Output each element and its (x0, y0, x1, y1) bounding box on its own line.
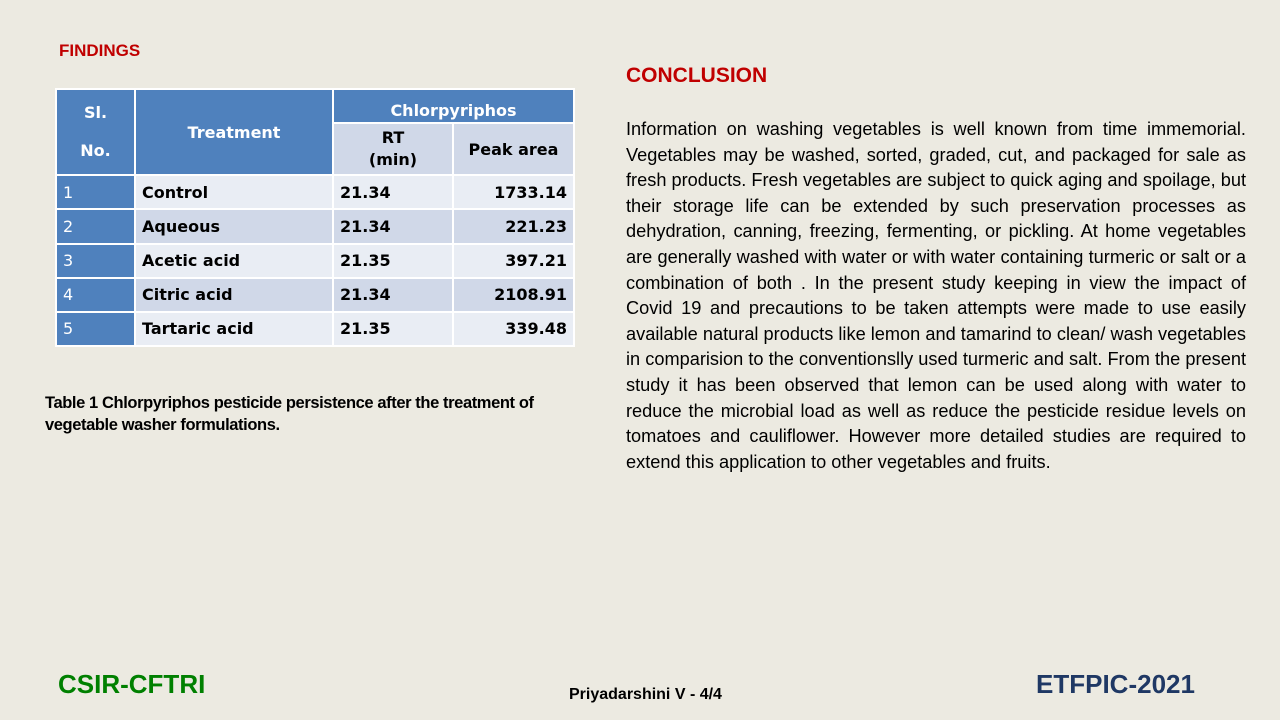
cell-rt: 21.34 (333, 209, 453, 243)
header-rt-line2: (min) (368, 150, 418, 170)
findings-heading: FINDINGS (59, 41, 141, 60)
cell-peak-area: 2108.91 (453, 278, 574, 312)
table-row (56, 312, 574, 346)
header-sl-no (56, 89, 135, 175)
cell-treatment: Aqueous (135, 209, 333, 243)
cell-peak-area: 397.21 (453, 244, 574, 278)
cell-sl: 1 (56, 175, 135, 209)
cell-treatment: Acetic acid (135, 244, 333, 278)
cell-treatment: Control (135, 175, 333, 209)
cell-rt: 21.35 (333, 312, 453, 346)
cell-sl: 5 (56, 312, 135, 346)
cell-treatment: Tartaric acid (135, 312, 333, 346)
cell-sl: 2 (56, 209, 135, 243)
conclusion-body: Information on washing vegetables is well known from time immemorial. Vegetables may be washed, sorted, graded, cut, and packaged for sale as fresh products. Fresh vegetables are subject to quick aging and spoilage, but their storage life can be extended by such preservation processes as dehydration, canning, freezing, fermenting, or pickling. At home vegetables are generally washed with water or with water containing turmeric or salt or a combination of both . In the present study keeping in view the impact of Covid 19 and precautions to be taken attempts were made to use easily available natural products like lemon and tamarind to clean/ wash vegetables in comparision to the conventionslly used turmeric and salt. From the present study it has been observed that lemon can be used along with water to reduce the microbial load as well as reduce the pesticide residue levels on tomatoes and cauliflower. However more detailed studies are required to extend this application to other vegetables and fruits. (626, 119, 1246, 472)
header-rt (333, 123, 453, 175)
cell-sl: 3 (56, 244, 135, 278)
header-chlorpyriphos: Chlorpyriphos (333, 89, 574, 123)
cell-rt: 21.35 (333, 244, 453, 278)
table-row (56, 209, 574, 243)
header-peak-area: Peak area (453, 123, 574, 175)
conclusion-title: CONCLUSION (626, 64, 768, 87)
table-row (56, 278, 574, 312)
cell-rt: 21.34 (333, 175, 453, 209)
header-sl-line2: No. (80, 141, 111, 161)
table-caption: Table 1 Chlorpyriphos pesticide persistence after the treatment of vegetable washer formulations. (45, 394, 534, 434)
footer-org: CSIR-CFTRI (58, 669, 206, 699)
header-sl-line1: Sl. (83, 103, 108, 123)
cell-peak-area: 1733.14 (453, 175, 574, 209)
table-row (56, 175, 574, 209)
cell-peak-area: 221.23 (453, 209, 574, 243)
header-rt-line1: RT (381, 128, 405, 148)
cell-peak-area: 339.48 (453, 312, 574, 346)
footer-author-page: Priyadarshini V - 4/4 (569, 686, 722, 703)
cell-rt: 21.34 (333, 278, 453, 312)
header-treatment: Treatment (135, 89, 333, 175)
table-row (56, 244, 574, 278)
cell-sl: 4 (56, 278, 135, 312)
cell-treatment: Citric acid (135, 278, 333, 312)
footer-event: ETFPIC-2021 (1036, 669, 1195, 699)
results-table (55, 88, 575, 347)
